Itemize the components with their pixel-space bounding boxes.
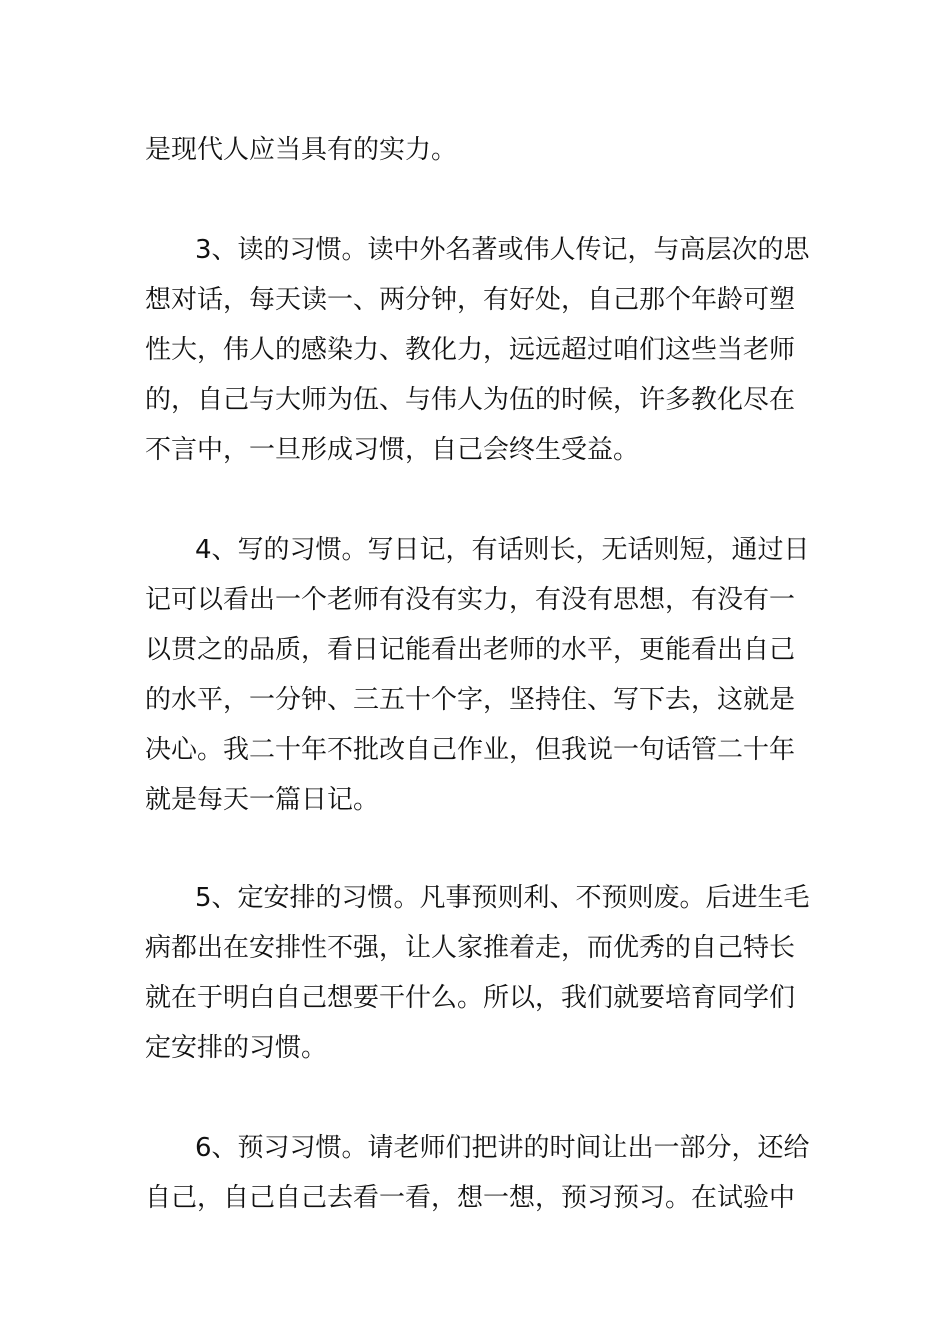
paragraph-2-line-2: 想对话，每天读一、两分钟，有好处，自己那个年龄可塑 <box>145 285 796 315</box>
paragraph-2-line-3: 性大，伟人的感染力、教化力，远远超过咱们这些当老师 <box>145 335 796 365</box>
paragraph-2-line-1: 3、读的习惯。读中外名著或伟人传记，与高层次的思 <box>195 235 810 265</box>
paragraph-3-line-3: 以贯之的品质，看日记能看出老师的水平，更能看出自己 <box>145 635 796 665</box>
paragraph-3-line-2: 记可以看出一个老师有没有实力，有没有思想，有没有一 <box>145 585 796 615</box>
paragraph-2-line-5: 不言中，一旦形成习惯，自己会终生受益。 <box>145 435 640 465</box>
paragraph-3-line-5: 决心。我二十年不批改自己作业，但我说一句话管二十年 <box>145 735 796 765</box>
paragraph-2-line-4: 的，自己与大师为伍、与伟人为伍的时候，许多教化尽在 <box>145 385 796 415</box>
paragraph-4-line-3: 就在于明白自己想要干什么。所以，我们就要培育同学们 <box>145 983 796 1013</box>
paragraph-4-line-2: 病都出在安排性不强，让人家推着走，而优秀的自己特长 <box>145 933 796 963</box>
paragraph-3-line-4: 的水平，一分钟、三五十个字，坚持住、写下去，这就是 <box>145 685 796 715</box>
paragraph-4-line-1: 5、定安排的习惯。凡事预则利、不预则废。后进生毛 <box>195 883 810 913</box>
paragraph-5-line-2: 自己，自己自己去看一看，想一想，预习预习。在试验中 <box>145 1183 796 1213</box>
paragraph-4-line-4: 定安排的习惯。 <box>145 1033 328 1063</box>
paragraph-3-line-6: 就是每天一篇日记。 <box>145 785 380 815</box>
paragraph-1-line-1: 是现代人应当具有的实力。 <box>145 135 458 165</box>
paragraph-3-line-1: 4、写的习惯。写日记，有话则长，无话则短，通过日 <box>195 535 810 565</box>
paragraph-5-line-1: 6、预习习惯。请老师们把讲的时间让出一部分，还给 <box>195 1133 810 1163</box>
